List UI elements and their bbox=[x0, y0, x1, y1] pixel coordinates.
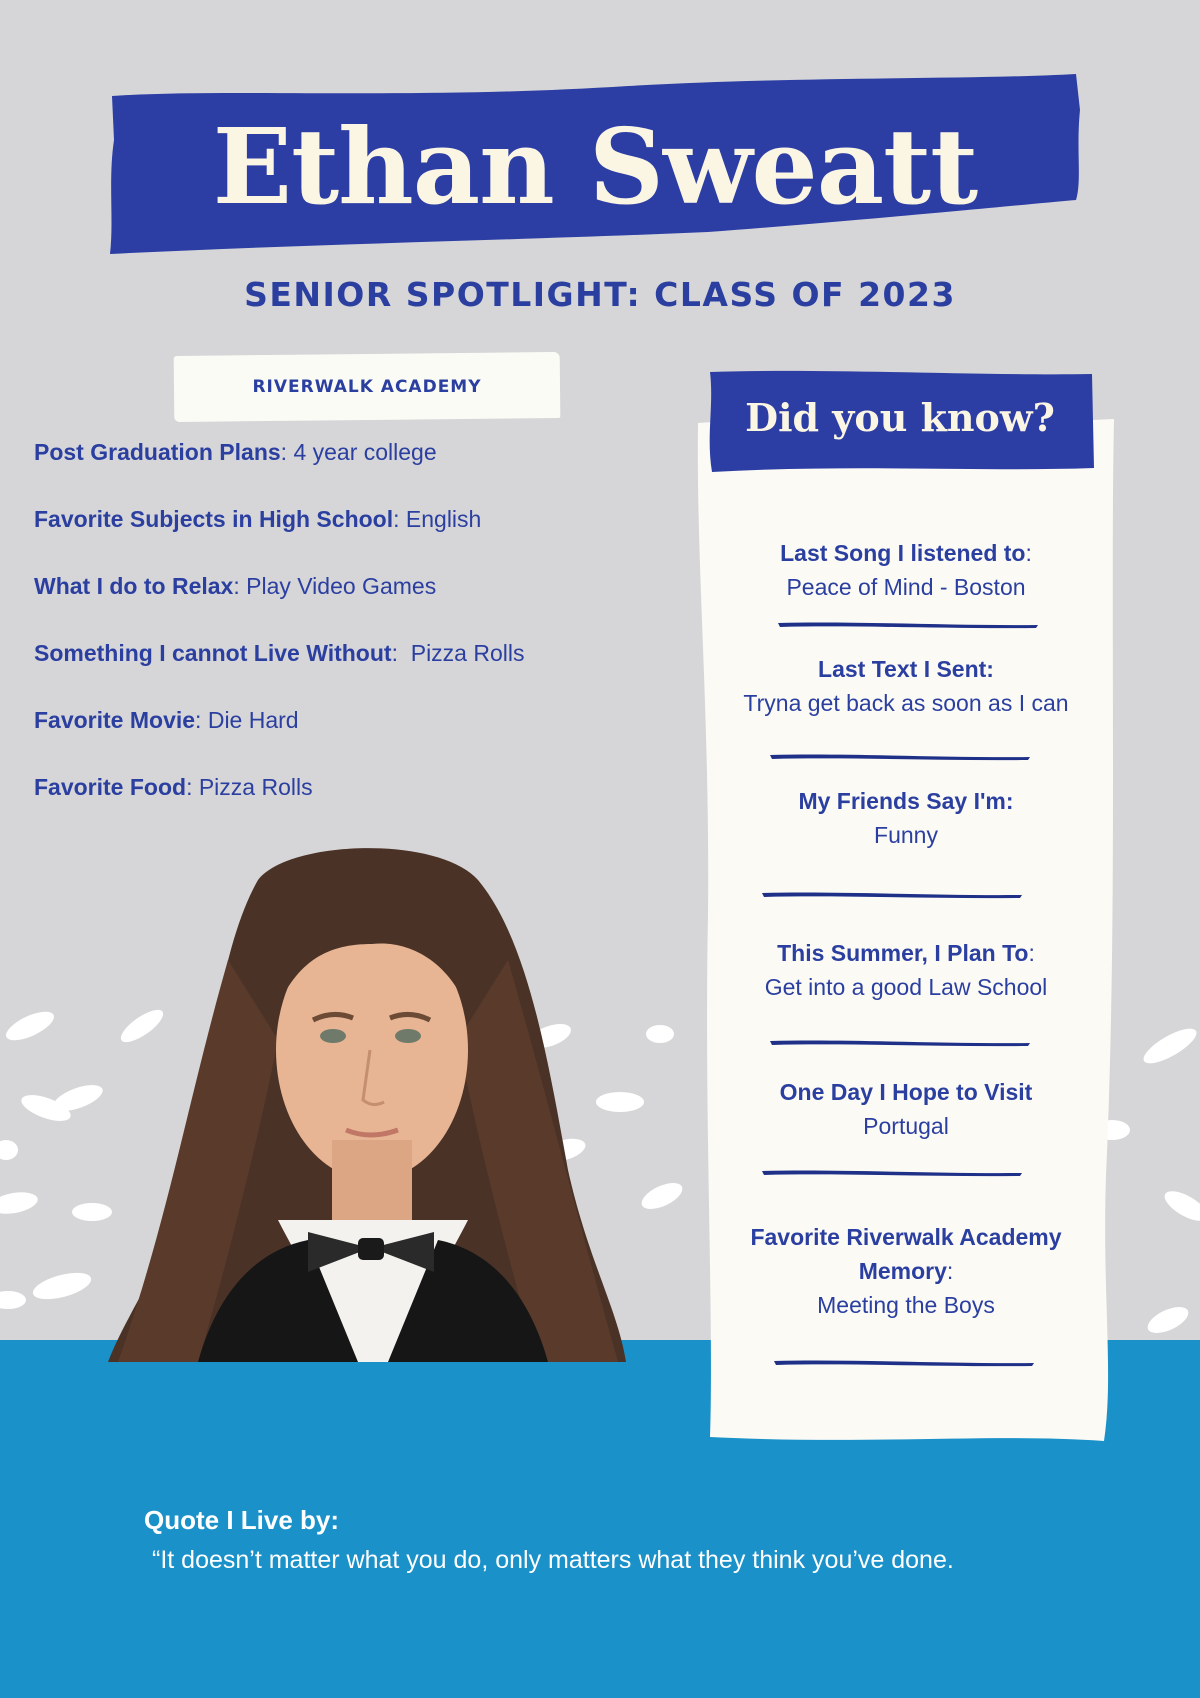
item-answer: Portugal bbox=[863, 1113, 949, 1139]
student-photo bbox=[108, 840, 626, 1362]
fact-separator: : bbox=[391, 640, 411, 666]
divider bbox=[768, 1038, 1032, 1048]
fact-label: Favorite Food bbox=[34, 774, 187, 800]
fact-value: Pizza Rolls bbox=[198, 774, 313, 800]
divider bbox=[772, 1358, 1036, 1368]
did-you-know-item bbox=[714, 536, 1098, 604]
item-answer: Tryna get back as soon as I can bbox=[743, 690, 1069, 716]
fact-item bbox=[34, 432, 674, 499]
item-separator: : bbox=[1025, 540, 1032, 566]
fact-label: Post Graduation Plans bbox=[34, 439, 281, 465]
fact-value: Play Video Games bbox=[246, 573, 437, 599]
fact-label: Favorite Subjects in High School bbox=[34, 506, 394, 532]
fact-item bbox=[34, 633, 674, 700]
did-you-know-item bbox=[714, 784, 1098, 852]
did-you-know-item bbox=[714, 936, 1098, 1004]
did-you-know-item bbox=[714, 1075, 1098, 1143]
did-you-know-heading: Did you know? bbox=[745, 395, 1055, 440]
fact-label: Favorite Movie bbox=[34, 707, 196, 733]
page-title: Ethan Sweatt bbox=[212, 105, 978, 228]
did-you-know-item bbox=[714, 652, 1098, 720]
item-question: One Day I Hope to Visit bbox=[779, 1079, 1033, 1105]
item-answer: Funny bbox=[874, 822, 938, 848]
school-name: RIVERWALK ACADEMY bbox=[252, 377, 482, 397]
fact-value: English bbox=[405, 506, 482, 532]
fact-item bbox=[34, 700, 674, 767]
divider bbox=[768, 752, 1032, 762]
fact-label: Something I cannot Live Without bbox=[34, 640, 392, 666]
item-question: This Summer, I Plan To bbox=[777, 940, 1029, 966]
quote-text: “It doesn’t matter what you do, only matters what they think you’ve done. bbox=[152, 1546, 954, 1574]
fact-separator: : bbox=[280, 439, 294, 465]
item-answer: Peace of Mind - Boston bbox=[786, 574, 1026, 600]
divider bbox=[776, 620, 1040, 630]
item-answer: Meeting the Boys bbox=[817, 1292, 995, 1318]
item-question: Favorite Riverwalk Academy Memory bbox=[750, 1224, 1062, 1284]
did-you-know-item bbox=[736, 1220, 1076, 1322]
fact-item bbox=[34, 499, 674, 566]
fact-item bbox=[34, 767, 674, 834]
divider bbox=[760, 890, 1024, 900]
fact-label: What I do to Relax bbox=[34, 573, 234, 599]
item-separator: : bbox=[1028, 940, 1035, 966]
item-question: My Friends Say I'm: bbox=[798, 788, 1014, 814]
facts-list bbox=[34, 432, 674, 834]
divider bbox=[760, 1168, 1024, 1178]
item-separator: : bbox=[946, 1258, 954, 1284]
fact-item bbox=[34, 566, 674, 633]
page-subtitle: SENIOR SPOTLIGHT: CLASS OF 2023 bbox=[244, 275, 956, 314]
item-question: Last Text I Sent: bbox=[818, 656, 994, 682]
quote-label: Quote I Live by: bbox=[144, 1505, 340, 1535]
fact-value: Die Hard bbox=[207, 707, 299, 733]
fact-value: 4 year college bbox=[293, 439, 437, 465]
item-question: Last Song I listened to bbox=[780, 540, 1026, 566]
item-answer: Get into a good Law School bbox=[764, 974, 1048, 1000]
fact-separator: : bbox=[393, 506, 406, 532]
fact-value: Pizza Rolls bbox=[410, 640, 525, 666]
fact-separator: : bbox=[233, 573, 247, 599]
fact-separator: : bbox=[195, 707, 208, 733]
fact-separator: : bbox=[186, 774, 199, 800]
